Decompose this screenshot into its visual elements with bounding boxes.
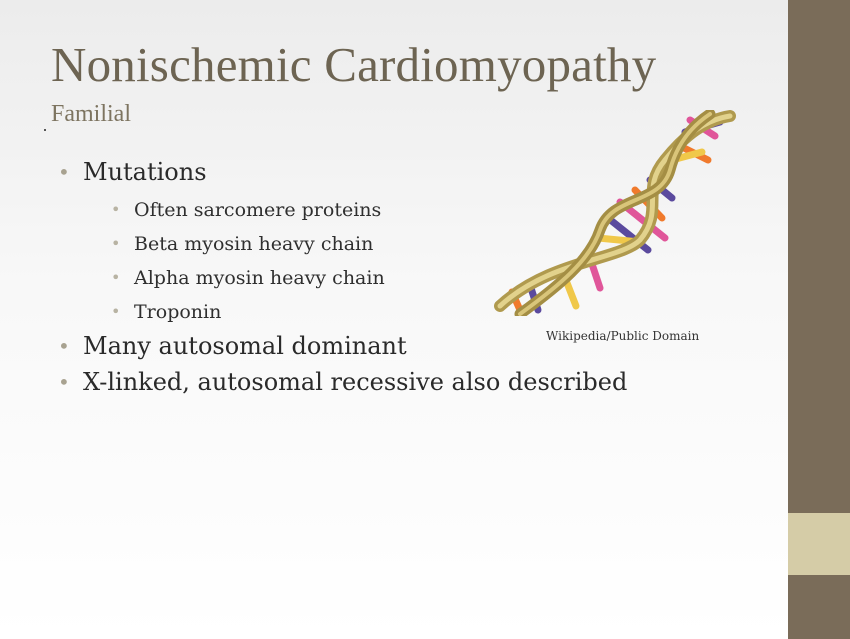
bullet-x-linked: • X-linked, autosomal recessive also described xyxy=(58,367,627,397)
sub-bullet: • Alpha myosin heavy chain xyxy=(83,261,627,295)
sub-bullet: • Often sarcomere proteins xyxy=(83,193,627,227)
sidebar-accent-block xyxy=(788,513,850,575)
sub-bullet: • Beta myosin heavy chain xyxy=(83,227,627,261)
bullet-text: Mutations xyxy=(83,158,207,186)
sidebar-band-top xyxy=(788,0,850,513)
sidebar-band-bottom xyxy=(788,575,850,639)
slide-subtitle: Familial xyxy=(51,101,131,127)
slide-title: Nonischemic Cardiomyopathy xyxy=(51,37,657,92)
dna-double-helix-icon xyxy=(490,110,748,316)
image-caption: Wikipedia/Public Domain xyxy=(546,329,700,343)
sub-bullet: • Troponin xyxy=(83,295,627,329)
bullet-autosomal-dominant: • Many autosomal dominant xyxy=(58,331,627,361)
stray-dot xyxy=(44,129,46,131)
